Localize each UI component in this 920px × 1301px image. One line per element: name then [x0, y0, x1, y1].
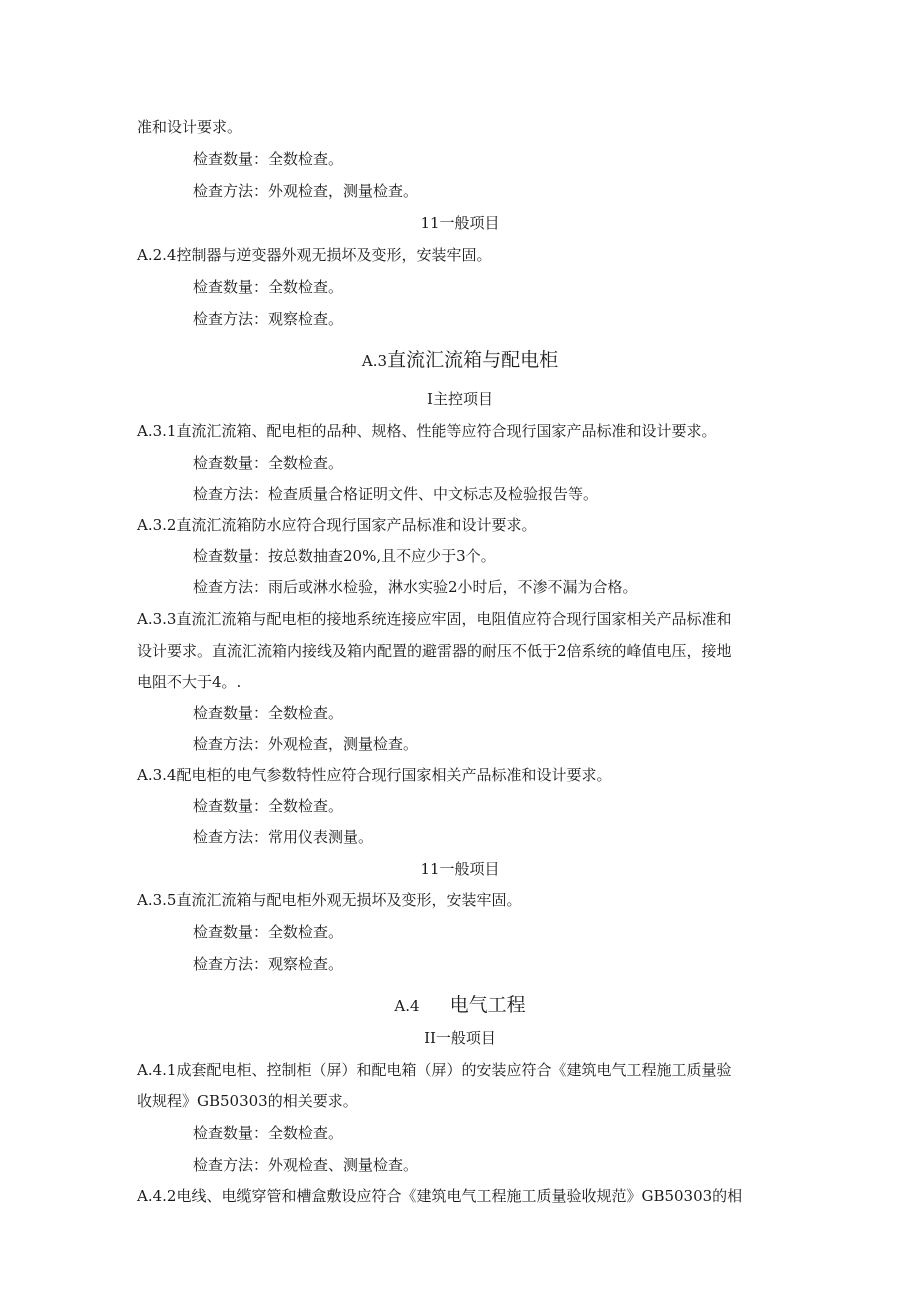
- inspection-method: 检查方法：观察检查。: [193, 310, 344, 328]
- subsection-heading: II一般项目: [424, 1029, 496, 1047]
- inspection-quantity: 检查数量：全数检查。: [193, 150, 344, 168]
- inspection-quantity: 检查数量：全数检查。: [193, 278, 344, 296]
- inspection-method: 检查方法：外观检查、测量检查。: [193, 1156, 419, 1174]
- subsection-heading: I主控项目: [427, 390, 493, 408]
- paragraph-continuation: 准和设计要求。: [137, 118, 243, 136]
- clause-a-3-3-line-1: A.3.3直流汇流箱与配电柜的接地系统连接应牢固，电阻值应符合现行国家相关产品标准和: [137, 610, 732, 628]
- inspection-quantity: 检查数量：全数检查。: [193, 704, 344, 722]
- clause-a-3-3-line-2: 设计要求。直流汇流箱内接线及箱内配置的避雷器的耐压不低于2倍系统的峰值电压，接地: [137, 642, 732, 660]
- clause-a-4-1-line-1: A.4.1成套配电柜、控制柜（屏）和配电箱（屏）的安装应符合《建筑电气工程施工质量验: [137, 1061, 732, 1079]
- subsection-heading: 11一般项目: [420, 860, 500, 878]
- section-heading-a-4: [0, 993, 920, 1018]
- inspection-quantity: 检查数量：按总数抽查20%,且不应少于3个。: [193, 547, 496, 565]
- section-number: A.4: [394, 997, 420, 1015]
- section-title: 电气工程: [449, 994, 526, 1016]
- inspection-method: 检查方法：外观检查，测量检查。: [193, 735, 419, 753]
- clause-a-3-5: A.3.5直流汇流箱与配电柜外观无损坏及变形，安装牢固。: [137, 891, 522, 909]
- inspection-method: 检查方法：雨后或淋水检验，淋水实验2小时后，不渗不漏为合格。: [193, 578, 638, 596]
- inspection-quantity: 检查数量：全数检查。: [193, 1124, 344, 1142]
- inspection-method: 检查方法：外观检查，测量检查。: [193, 182, 419, 200]
- subsection-heading: 11一般项目: [420, 214, 500, 232]
- clause-a-3-1: A.3.1直流汇流箱、配电柜的品种、规格、性能等应符合现行国家产品标准和设计要求。: [137, 422, 717, 440]
- clause-a-2-4: A.2.4控制器与逆变器外观无损坏及变形，安装牢固。: [137, 246, 492, 264]
- section-heading-a-3: [0, 348, 920, 373]
- section-number: A.3: [361, 352, 388, 370]
- inspection-method: 检查方法：检查质量合格证明文件、中文标志及检验报告等。: [193, 485, 599, 503]
- inspection-quantity: 检查数量：全数检查。: [193, 923, 344, 941]
- section-title: 直流汇流箱与配电柜: [387, 349, 559, 371]
- clause-a-3-4: A.3.4配电柜的电气参数特性应符合现行国家相关产品标准和设计要求。: [137, 766, 612, 784]
- clause-a-4-1-line-2: 收规程》GB50303的相关要求。: [137, 1092, 358, 1110]
- inspection-method: 检查方法：常用仪表测量。: [193, 828, 374, 846]
- inspection-quantity: 检查数量：全数检查。: [193, 454, 344, 472]
- clause-a-3-2: A.3.2直流汇流箱防水应符合现行国家产品标准和设计要求。: [137, 516, 537, 534]
- inspection-quantity: 检查数量：全数检查。: [193, 797, 344, 815]
- inspection-method: 检查方法：观察检查。: [193, 955, 344, 973]
- clause-a-3-3-line-3: 电阻不大于4。.: [137, 673, 242, 691]
- clause-a-4-2: A.4.2电线、电缆穿管和槽盒敷设应符合《建筑电气工程施工质量验收规范》GB50303的相: [137, 1187, 743, 1205]
